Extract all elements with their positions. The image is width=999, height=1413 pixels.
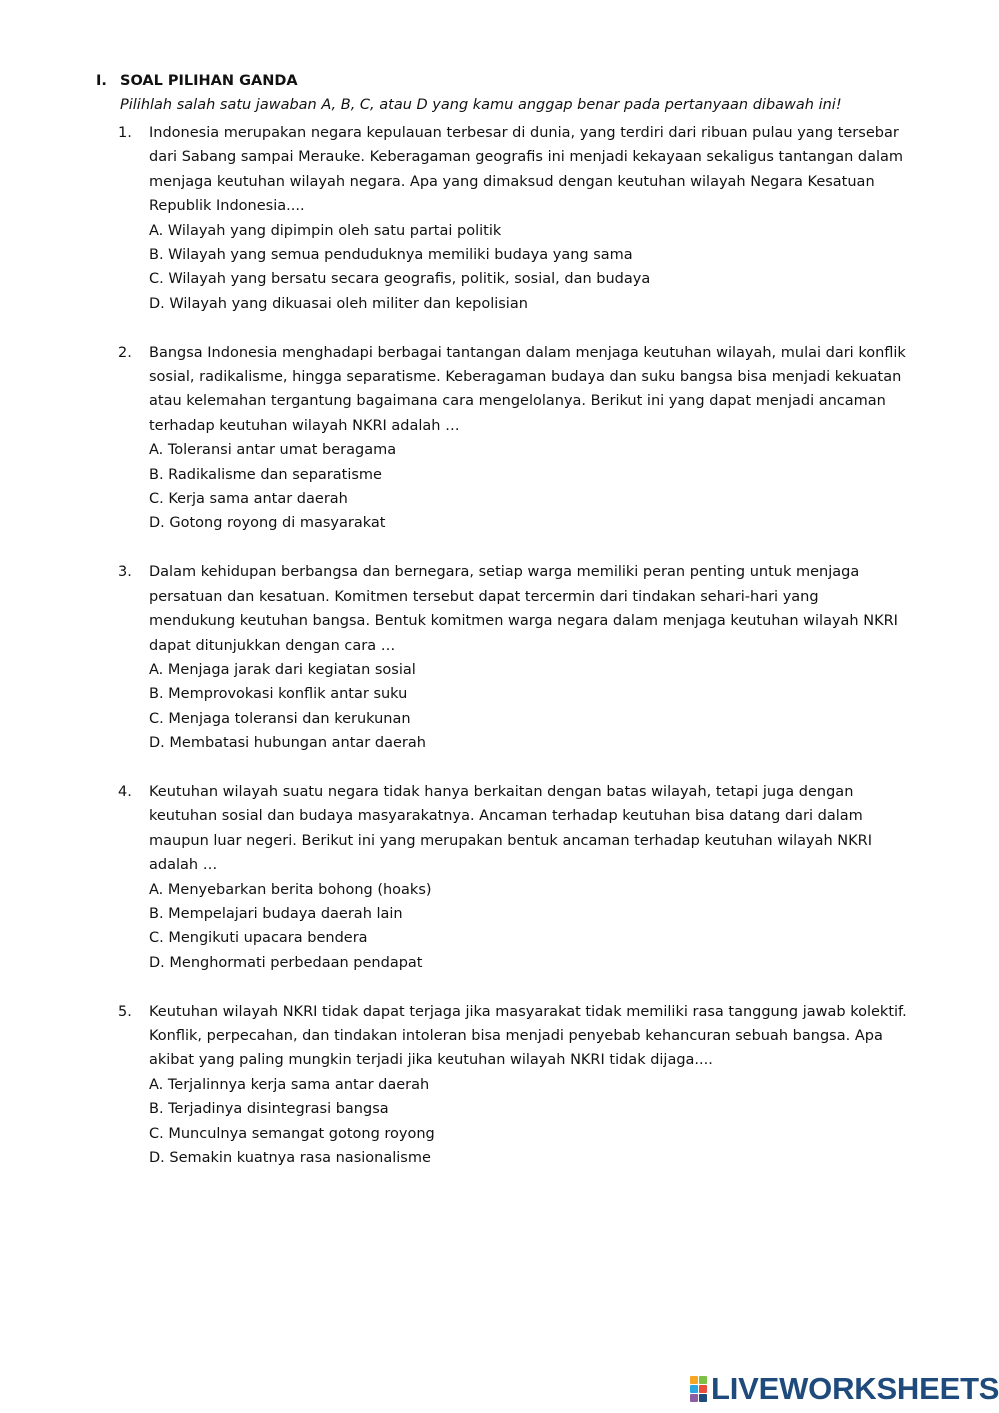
answer-option[interactable]: C. Kerja sama antar daerah [149,491,348,508]
liveworksheets-logo [690,1371,999,1406]
logo-mark-square [690,1394,698,1402]
section-number: I. [96,73,107,89]
question-item [118,560,908,755]
question-text: Keutuhan wilayah suatu negara tidak hanya berkaitan dengan batas wilayah, tetapi juga dengan keutuhan sosial dan budaya masyarakatnya. Ancaman terhadap keutuhan bisa datang dari dalam maupun luar negeri. Berikut ini yang merupakan bentuk ancaman terhadap keutuhan wilayah NKRI adalah … [149,783,872,874]
answer-option[interactable]: C. Munculnya semangat gotong royong [149,1125,435,1142]
logo-mark-square [690,1385,698,1393]
section-heading [96,73,298,89]
question-number: 2. [118,344,132,361]
answer-option[interactable]: A. Toleransi antar umat beragama [149,442,397,459]
question-list [118,121,908,1195]
answer-option[interactable]: C. Wilayah yang bersatu secara geografis, politik, sosial, dan budaya [149,271,651,288]
question-text: Indonesia merupakan negara kepulauan terbesar di dunia, yang terdiri dari ribuan pulau yang tersebar dari Sabang sampai Merauke. Keberagaman geografis ini menjadi kekayaan sekaligus tantangan dalam menjaga keutuhan wilayah negara. Apa yang dimaksud dengan keutuhan wilayah Negara Kesatuan Republik Indonesia.... [149,125,904,215]
question-number: 4. [118,783,132,800]
answer-option[interactable]: B. Wilayah yang semua penduduknya memiliki budaya yang sama [149,247,633,264]
question-text: Dalam kehidupan berbangsa dan bernegara, setiap warga memiliki peran penting untuk menjaga persatuan dan kesatuan. Komitmen tersebut dapat tercermin dari tindakan sehari-hari yang mendukung keutuhan bangsa. Bentuk komitmen warga negara dalam menjaga keutuhan wilayah NKRI dapat ditunjukkan dengan cara … [149,564,898,654]
logo-mark-icon [690,1376,707,1402]
answer-option[interactable]: C. Mengikuti upacara bendera [149,930,368,947]
answer-option[interactable]: A. Menyebarkan berita bohong (hoaks) [149,881,432,898]
question-number: 3. [118,564,132,581]
question-text: Bangsa Indonesia menghadapi berbagai tantangan dalam menjaga keutuhan wilayah, mulai dari konflik sosial, radikalisme, hingga separatisme. Keberagaman budaya dan suku bangsa bisa menjadi kekuatan atau kelemahan tergantung bagaimana cara mengelolanya. Berikut ini yang dapat menjadi ancaman terhadap keutuhan wilayah NKRI adalah … [149,344,906,434]
answer-option[interactable]: D. Gotong royong di masyarakat [149,515,386,532]
logo-mark-square [699,1394,707,1402]
answer-option[interactable]: A. Terjalinnya kerja sama antar daerah [149,1076,430,1093]
answer-option[interactable]: B. Memprovokasi konflik antar suku [149,686,408,703]
answer-option[interactable]: B. Terjadinya disintegrasi bangsa [149,1101,389,1118]
answer-option[interactable]: D. Semakin kuatnya rasa nasionalisme [149,1150,431,1166]
section-title: SOAL PILIHAN GANDA [120,73,298,89]
answer-option[interactable]: D. Membatasi hubungan antar daerah [149,735,426,752]
question-item [118,780,908,975]
logo-mark-square [699,1385,707,1393]
instruction-text: Pilihlah salah satu jawaban A, B, C, atau D yang kamu anggap benar pada pertanyaan dibawah ini! [120,97,842,113]
question-item [118,341,908,536]
question-number: 5. [118,1003,132,1020]
answer-option[interactable]: C. Menjaga toleransi dan kerukunan [149,710,411,727]
answer-option[interactable]: A. Wilayah yang dipimpin oleh satu partai politik [149,222,502,239]
answer-option[interactable]: B. Radikalisme dan separatisme [149,466,382,483]
answer-option[interactable]: B. Mempelajari budaya daerah lain [149,905,403,922]
question-text: Keutuhan wilayah NKRI tidak dapat terjaga jika masyarakat tidak memiliki rasa tanggung jawab kolektif. Konflik, perpecahan, dan tindakan intoleran bisa menjadi penyebab kehancuran sebuah bangsa. Apa akibat yang paling mungkin terjadi jika keutuhan wilayah NKRI tidak dijaga.... [149,1003,907,1069]
answer-option[interactable]: D. Menghormati perbedaan pendapat [149,954,423,971]
logo-mark-square [699,1376,707,1384]
question-number: 1. [118,125,132,141]
question-item [118,1000,908,1171]
question-item [118,121,908,316]
logo-text: LIVEWORKSHEETS [711,1371,999,1406]
logo-mark-square [690,1376,698,1384]
answer-option[interactable]: D. Wilayah yang dikuasai oleh militer dan kepolisian [149,295,528,312]
answer-option[interactable]: A. Menjaga jarak dari kegiatan sosial [149,661,416,678]
